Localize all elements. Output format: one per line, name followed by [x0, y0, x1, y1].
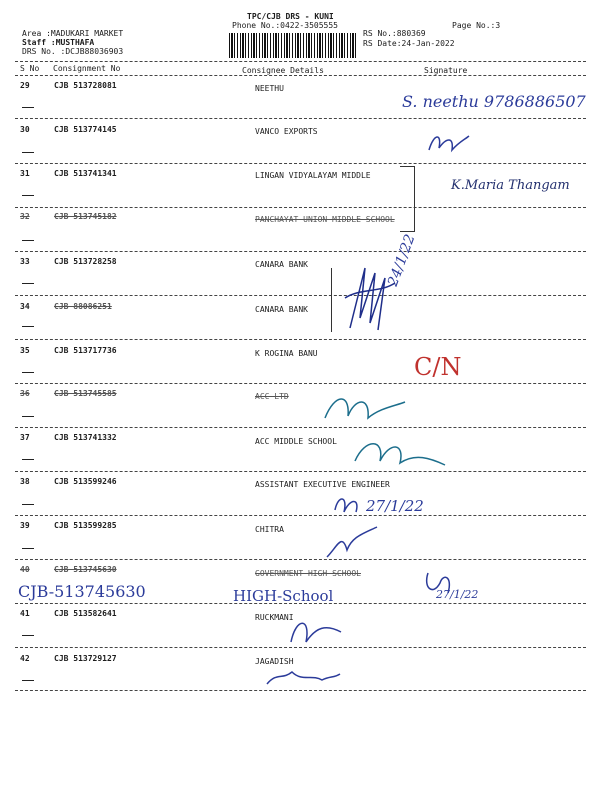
row-tick [22, 416, 34, 417]
row-tick [22, 459, 34, 460]
consignee-name: VANCO EXPORTS [255, 127, 318, 136]
signature-36 [320, 388, 410, 428]
consignee-name: GOVERNMENT HIGH SCHOOL [255, 569, 361, 578]
row-tick [22, 152, 34, 153]
row-tick [22, 372, 34, 373]
consignment-number: CJB 513599285 [54, 521, 117, 530]
handwritten-signature-29: S. neethu 9786886507 [402, 92, 586, 111]
row-number: 33 [20, 257, 30, 266]
bracket-33-34 [331, 268, 332, 332]
handwritten-name-31: K.Maria Thangam [451, 178, 570, 193]
area-label: Area :MADUKARI MARKET [22, 29, 124, 38]
row-separator [15, 383, 586, 384]
row-number: 32 [20, 212, 30, 221]
signature-41 [286, 612, 346, 652]
signature-30 [424, 128, 474, 158]
signature-42 [262, 662, 342, 692]
consignee-name: K ROGINA BANU [255, 349, 318, 358]
col-sno: S No [20, 64, 40, 73]
consignee-name: ASSISTANT EXECUTIVE ENGINEER [255, 480, 390, 489]
consignee-name: ACC MIDDLE SCHOOL [255, 437, 337, 446]
handwritten-name-correction: HIGH-School [233, 587, 334, 605]
consignment-number: CJB 513717736 [54, 346, 117, 355]
col-signature: Signature [424, 66, 468, 75]
col-consignment: Consignment No [53, 64, 121, 73]
consignment-number: CJB 88086251 [54, 302, 112, 311]
row-separator [15, 427, 586, 428]
signature-39 [322, 522, 382, 562]
barcode [229, 33, 357, 58]
handwritten-cn-35: C/N [414, 353, 462, 381]
consignee-name: CANARA BANK [255, 260, 308, 269]
signature-37 [350, 433, 450, 473]
row-number: 41 [20, 609, 30, 618]
handwritten-date-40: 27/1/22 [436, 588, 479, 601]
row-number: 37 [20, 433, 30, 442]
row-tick [22, 548, 34, 549]
rs-date: RS Date:24-Jan-2022 [363, 39, 455, 48]
signature-40 [418, 568, 458, 598]
consignment-number: CJB 513728081 [54, 81, 117, 90]
row-number: 30 [20, 125, 30, 134]
drs-number: DRS No. :DCJB88036903 [22, 47, 124, 56]
consignment-number: CJB 513745585 [54, 389, 117, 398]
handwritten-date-33: 24/1/22 [385, 232, 419, 289]
page-number: Page No.:3 [452, 21, 501, 30]
consignment-number: CJB 513741332 [54, 433, 117, 442]
header-rule-bottom [15, 75, 586, 76]
row-number: 31 [20, 169, 30, 178]
row-separator [15, 118, 586, 119]
consignee-name: PANCHAYAT UNION MIDDLE SCHOOL [255, 215, 395, 224]
rs-number: RS No.:880369 [363, 29, 426, 38]
row-number: 40 [20, 565, 30, 574]
row-separator [15, 339, 586, 340]
row-tick [22, 504, 34, 505]
signature-33-34 [340, 258, 400, 338]
consignment-number: CJB 513774145 [54, 125, 117, 134]
phone-number: Phone No.:0422-3505555 [232, 21, 338, 30]
row-tick [22, 107, 34, 108]
drs-title: TPC/CJB DRS - KUNI [247, 12, 334, 21]
row-tick [22, 240, 34, 241]
consignee-name: CHITRA [255, 525, 284, 534]
header-rule-top [15, 61, 586, 62]
consignee-name: JAGADISH [255, 657, 294, 666]
consignment-number: CJB 513599246 [54, 477, 117, 486]
row-number: 36 [20, 389, 30, 398]
row-separator [15, 163, 586, 164]
row-separator [15, 251, 586, 252]
signature-38 [330, 490, 370, 520]
consignment-number: CJB 513745630 [54, 565, 117, 574]
consignee-name: LINGAN VIDYALAYAM MIDDLE [255, 171, 371, 180]
col-consignee: Consignee Details [242, 66, 324, 75]
row-tick [22, 326, 34, 327]
row-tick [22, 635, 34, 636]
consignee-name: ACC LTD [255, 392, 289, 401]
consignment-number: CJB 513741341 [54, 169, 117, 178]
row-tick [22, 680, 34, 681]
row-separator [15, 295, 586, 296]
row-separator [15, 471, 586, 472]
staff-label: Staff :MUSTHAFA [22, 38, 95, 47]
consignment-number: CJB 513729127 [54, 654, 117, 663]
handwritten-date-38: 27/1/22 [366, 497, 424, 515]
row-tick [22, 195, 34, 196]
row-number: 35 [20, 346, 30, 355]
row-separator [15, 207, 586, 208]
row-number: 38 [20, 477, 30, 486]
consignee-name: RUCKMANI [255, 613, 294, 622]
consignee-name: CANARA BANK [255, 305, 308, 314]
row-separator [15, 515, 586, 516]
consignment-number: CJB 513728258 [54, 257, 117, 266]
row-number: 39 [20, 521, 30, 530]
handwritten-consignment-correction: CJB-513745630 [18, 582, 146, 601]
row-number: 29 [20, 81, 30, 90]
bracket-31-32 [400, 166, 415, 232]
row-number: 34 [20, 302, 30, 311]
row-separator [15, 559, 586, 560]
consignment-number: CJB 513582641 [54, 609, 117, 618]
row-tick [22, 283, 34, 284]
consignment-number: CJB 513745182 [54, 212, 117, 221]
consignee-name: NEETHU [255, 84, 284, 93]
row-number: 42 [20, 654, 30, 663]
